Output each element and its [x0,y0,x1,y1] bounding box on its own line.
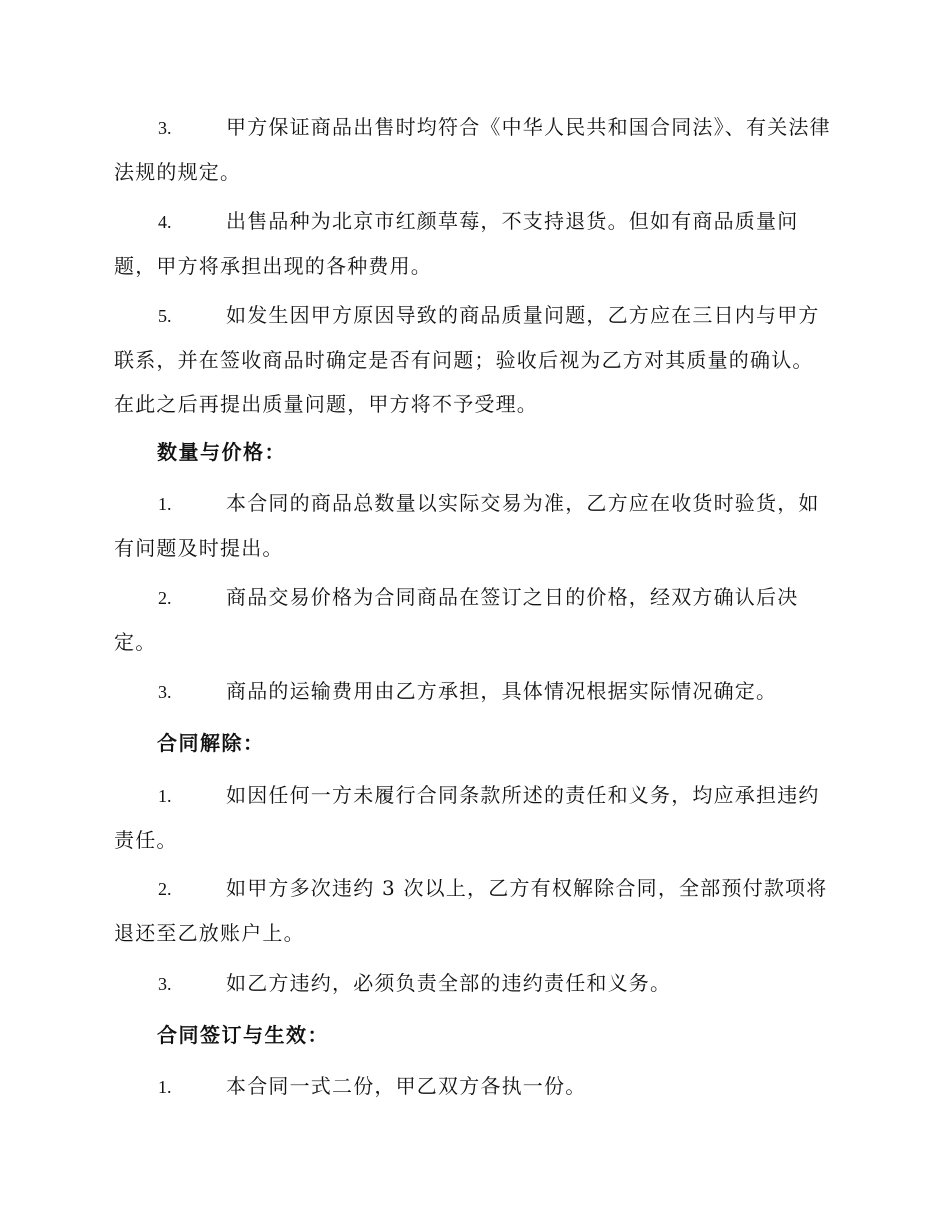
clause-number: 5. [158,306,172,326]
clause-text: 如发生因甲方原因导致的商品质量问题，乙方应在三日内与甲方联系，并在签收商品时确定是否有问题；验收后视为乙方对其质量的确认。在此之后再提出质量问题，甲方将不予受理。 [114,303,820,416]
clause-4-top [114,199,834,288]
clause-5-top [114,293,834,426]
clause-text: 本合同的商品总数量以实际交易为准，乙方应在收货时验货，如有问题及时提出。 [114,491,820,560]
termination-clause-2 [114,866,834,955]
termination-clause-1 [114,773,834,862]
clause-number: 4. [158,212,172,232]
quantity-clause-2 [114,575,834,664]
clause-number: 1. [158,1077,172,1097]
clause-number: 3. [158,682,172,702]
clause-text: 如因任何一方未履行合同条款所述的责任和义务，均应承担违约责任。 [114,783,820,852]
clause-number: 1. [158,494,172,514]
clause-text: 如甲方多次违约 3 次以上，乙方有权解除合同，全部预付款项将退还至乙放账户上。 [114,876,828,945]
clause-text: 如乙方违约，必须负责全部的违约责任和义务。 [226,971,672,995]
clause-number: 3. [158,974,172,994]
clause-number: 2. [158,588,172,608]
clause-number: 2. [158,879,172,899]
signing-clause-1 [114,1064,834,1109]
clause-text: 商品的运输费用由乙方承担，具体情况根据实际情况确定。 [226,679,778,703]
quantity-clause-1 [114,481,834,570]
clause-3-top [114,105,834,194]
heading-quantity-price: 数量与价格： [157,440,286,464]
quantity-clause-3 [114,669,834,714]
clause-text: 出售品种为北京市红颜草莓，不支持退货。但如有商品质量问题，甲方将承担出现的各种费用。 [114,209,799,278]
termination-clause-3 [114,961,834,1006]
clause-text: 商品交易价格为合同商品在签订之日的价格，经双方确认后决定。 [114,585,799,654]
clause-number: 1. [158,786,172,806]
heading-signing: 合同签订与生效： [157,1023,329,1047]
clause-text: 甲方保证商品出售时均符合《中华人民共和国合同法》、有关法律法规的规定。 [114,115,831,184]
clause-number: 3. [158,118,172,138]
clause-text: 本合同一式二份，甲乙双方各执一份。 [226,1074,587,1098]
heading-termination: 合同解除： [157,731,265,755]
